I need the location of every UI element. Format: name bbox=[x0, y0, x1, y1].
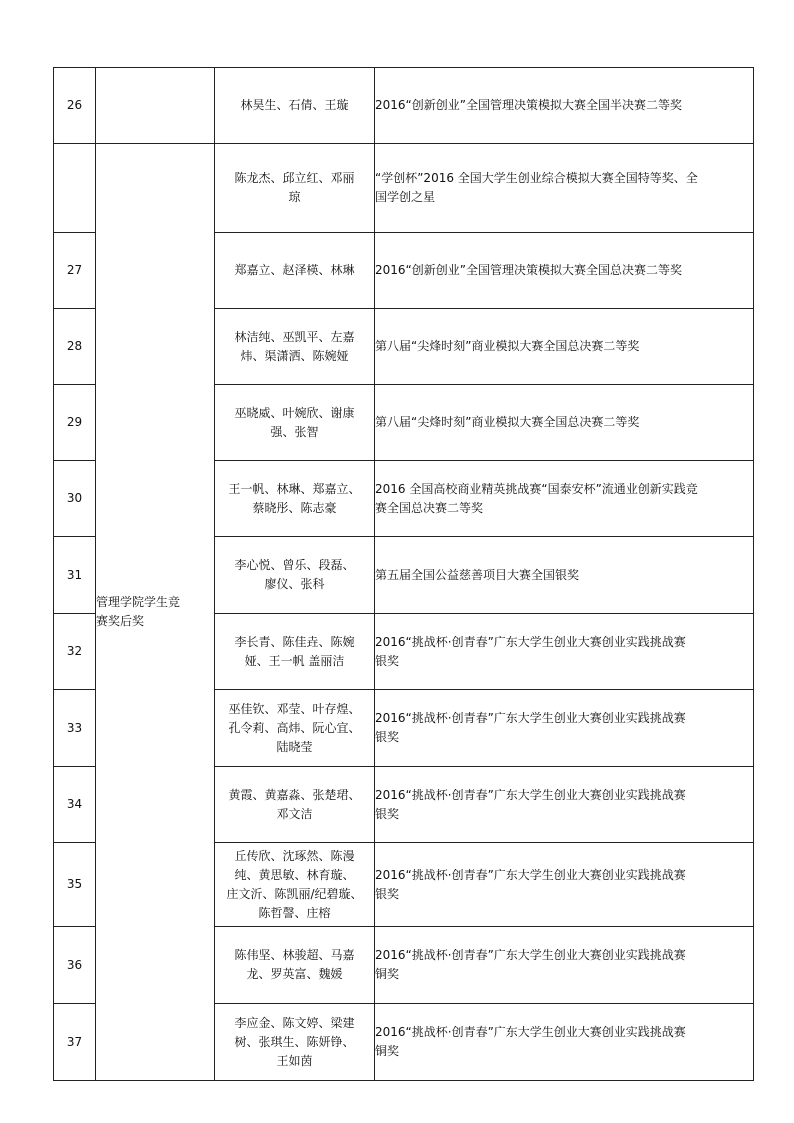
winner-names-line: 娅、王一帆 盖丽洁 bbox=[244, 653, 345, 668]
winner-names-line: 树、张琪生、陈妍铮、 bbox=[234, 1034, 355, 1049]
award-text-line: 赛全国总决赛二等奖 bbox=[375, 500, 484, 515]
row-number: 33 bbox=[54, 690, 96, 767]
award-text-line: 2016“创新创业”全国管理决策模拟大赛全国半决赛二等奖 bbox=[375, 98, 682, 112]
award-cell bbox=[375, 537, 754, 614]
winners-cell bbox=[215, 309, 375, 385]
winners-cell bbox=[215, 233, 375, 309]
table-row bbox=[54, 68, 754, 144]
row-number: 35 bbox=[54, 843, 96, 927]
winner-names-line: 陈哲謦、庄榕 bbox=[258, 905, 331, 920]
winner-names-line: 陈龙杰、邱立红、邓丽 bbox=[234, 171, 355, 185]
award-text-line: 2016 全国高校商业精英挑战赛“国泰安杯”流通业创新实践竞 bbox=[375, 481, 698, 496]
row-number bbox=[54, 144, 96, 233]
row-number: 31 bbox=[54, 537, 96, 614]
winner-names-line: 林昊生、石倩、王璇 bbox=[240, 98, 349, 112]
award-text-line: 2016“创新创业”全国管理决策模拟大赛全国总决赛二等奖 bbox=[375, 263, 682, 277]
winner-names-line: 李应金、陈文婷、梁建 bbox=[234, 1015, 355, 1030]
winner-names-line: 蔡晓彤、陈志豪 bbox=[252, 500, 337, 515]
winner-names-line: 陆晓莹 bbox=[276, 739, 313, 754]
award-cell bbox=[375, 68, 754, 144]
award-text-line: 铜奖 bbox=[375, 1044, 400, 1058]
winner-names-line: 廖仪、张科 bbox=[264, 577, 325, 591]
winner-names-line: 巫晓威、叶婉欣、谢康 bbox=[234, 405, 355, 420]
award-text-line: 2016“挑战杯·创青春”广东大学生创业大赛创业实践挑战赛 bbox=[375, 948, 686, 962]
row-number: 37 bbox=[54, 1004, 96, 1081]
winner-names-line: 强、张智 bbox=[270, 424, 319, 439]
category-cell bbox=[96, 144, 215, 1081]
award-text-line: 银奖 bbox=[375, 730, 400, 744]
winners-cell bbox=[215, 843, 375, 927]
winner-names-line: 纯、黄思敏、林育璇、 bbox=[234, 867, 355, 882]
row-number: 28 bbox=[54, 309, 96, 385]
winner-names-line: 林洁纯、巫凯平、左嘉 bbox=[234, 329, 355, 344]
winner-names-line: 琼 bbox=[288, 190, 301, 204]
table-row bbox=[54, 144, 754, 233]
winners-cell bbox=[215, 767, 375, 843]
row-number: 36 bbox=[54, 927, 96, 1004]
winner-names-line: 炜、渠潇洒、陈婉娅 bbox=[240, 348, 349, 363]
category-label: 管理学院学生竞赛奖后奖 bbox=[96, 595, 181, 628]
award-text-line: 2016“挑战杯·创青春”广东大学生创业大赛创业实践挑战赛 bbox=[375, 711, 686, 725]
winner-names-line: 孔令莉、高炜、阮心宜、 bbox=[228, 720, 361, 735]
winners-cell bbox=[215, 461, 375, 537]
winner-names-line: 丘传欣、沈琢然、陈漫 bbox=[234, 848, 355, 863]
award-text-line: 2016“挑战杯·创青春”广东大学生创业大赛创业实践挑战赛 bbox=[375, 787, 686, 802]
winner-names-line: 巫佳钦、邓莹、叶存煌、 bbox=[228, 701, 361, 716]
award-text-line: 2016“挑战杯·创青春”广东大学生创业大赛创业实践挑战赛 bbox=[375, 867, 686, 882]
row-number: 29 bbox=[54, 385, 96, 461]
award-text-line: 国学创之星 bbox=[375, 190, 436, 204]
award-text-line: 铜奖 bbox=[375, 967, 400, 981]
winner-names-line: 王一帆、林琳、郑嘉立、 bbox=[228, 481, 361, 496]
winners-cell bbox=[215, 690, 375, 767]
winners-cell bbox=[215, 68, 375, 144]
row-number: 30 bbox=[54, 461, 96, 537]
winner-names-line: 郑嘉立、赵泽楧、林琳 bbox=[234, 263, 355, 277]
winner-names-line: 庄文沂、陈凯丽/纪碧璇、 bbox=[226, 886, 363, 901]
award-cell bbox=[375, 461, 754, 537]
winners-cell bbox=[215, 537, 375, 614]
row-number: 27 bbox=[54, 233, 96, 309]
award-cell bbox=[375, 614, 754, 690]
award-cell bbox=[375, 690, 754, 767]
award-cell bbox=[375, 843, 754, 927]
award-cell bbox=[375, 233, 754, 309]
award-text-line: 第五届全国公益慈善项目大赛全国银奖 bbox=[375, 567, 580, 582]
award-cell bbox=[375, 144, 754, 233]
row-number: 32 bbox=[54, 614, 96, 690]
award-text-line: 银奖 bbox=[375, 886, 400, 901]
winners-cell bbox=[215, 927, 375, 1004]
awards-table bbox=[53, 67, 754, 1081]
winners-cell bbox=[215, 144, 375, 233]
winner-names-line: 陈伟坚、林骏超、马嘉 bbox=[234, 948, 355, 962]
category-cell-empty bbox=[96, 68, 215, 144]
award-cell bbox=[375, 927, 754, 1004]
award-text-line: 银奖 bbox=[375, 653, 400, 668]
winner-names-line: 李长青、陈佳垚、陈婉 bbox=[234, 634, 355, 649]
winner-names-line: 黄霞、黄嘉淼、张楚珺、 bbox=[228, 787, 361, 802]
winner-names-line: 邓文洁 bbox=[276, 806, 313, 821]
award-text-line: 银奖 bbox=[375, 806, 400, 821]
award-cell bbox=[375, 309, 754, 385]
award-cell bbox=[375, 385, 754, 461]
award-cell bbox=[375, 767, 754, 843]
winner-names-line: 李心悦、曾乐、段磊、 bbox=[234, 558, 355, 572]
awards-table-body bbox=[54, 68, 754, 1081]
winner-names-line: 龙、罗英富、魏媛 bbox=[246, 967, 343, 981]
award-text-line: 第八届“尖烽时刻”商业模拟大赛全国总决赛二等奖 bbox=[375, 339, 640, 353]
winners-cell bbox=[215, 385, 375, 461]
award-text-line: 第八届“尖烽时刻”商业模拟大赛全国总决赛二等奖 bbox=[375, 415, 640, 429]
award-text-line: 2016“挑战杯·创青春”广东大学生创业大赛创业实践挑战赛 bbox=[375, 634, 686, 649]
award-cell bbox=[375, 1004, 754, 1081]
award-text-line: “学创杯”2016 全国大学生创业综合模拟大赛全国特等奖、全 bbox=[375, 171, 698, 185]
winners-cell bbox=[215, 614, 375, 690]
winner-names-line: 王如茵 bbox=[276, 1053, 313, 1068]
row-number: 34 bbox=[54, 767, 96, 843]
award-text-line: 2016“挑战杯·创青春”广东大学生创业大赛创业实践挑战赛 bbox=[375, 1025, 686, 1039]
winners-cell bbox=[215, 1004, 375, 1081]
row-number: 26 bbox=[54, 68, 96, 144]
